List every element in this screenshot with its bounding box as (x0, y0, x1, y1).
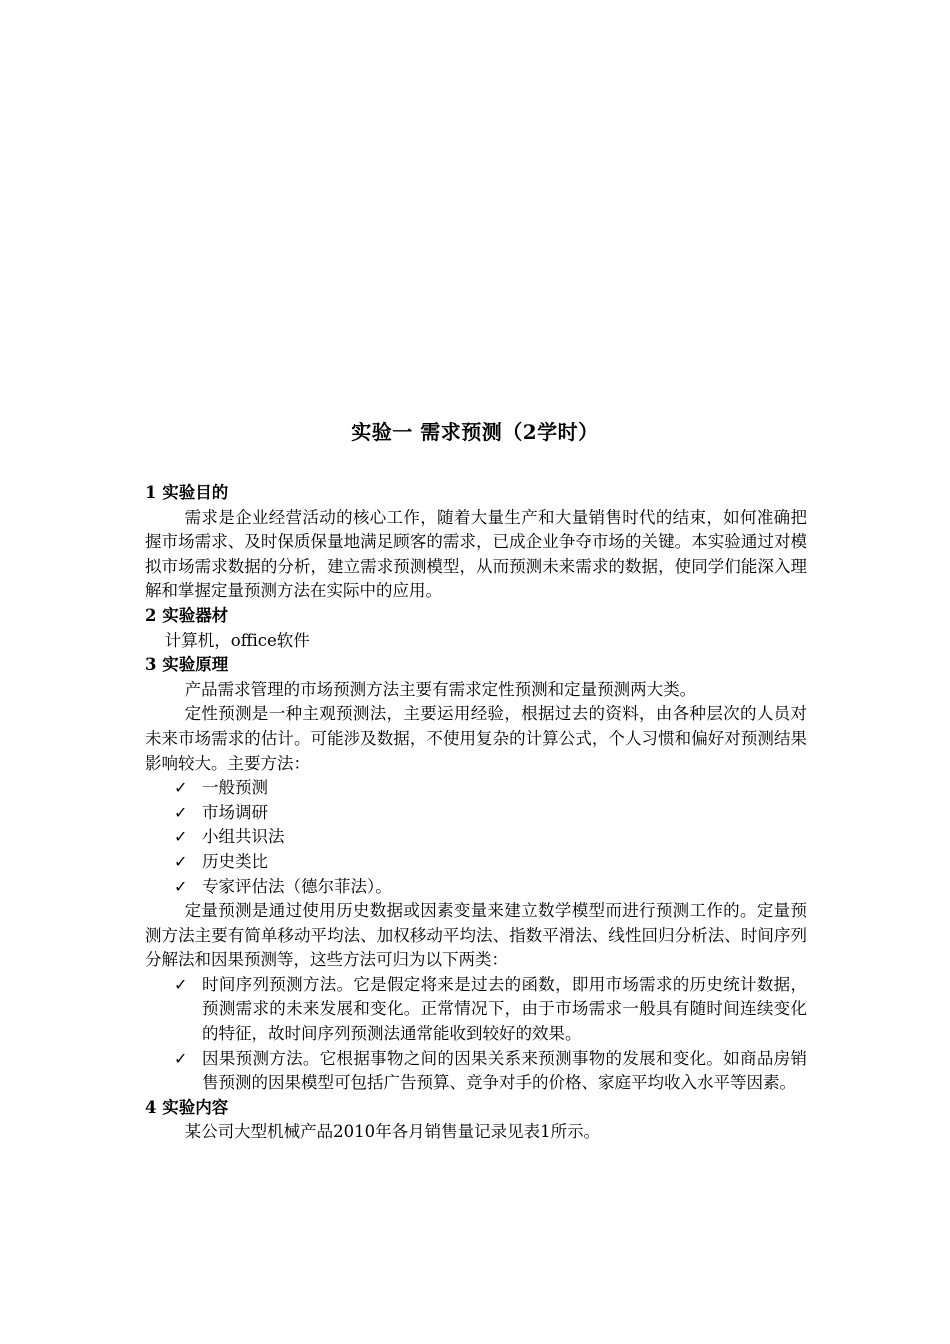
section-heading-content: 4 实验内容 (145, 1097, 229, 1117)
section-heading-purpose: 1 实验目的 (145, 483, 229, 502)
list-item (145, 973, 807, 1047)
check-icon: ✓ (174, 802, 188, 822)
equipment-text: 计算机，office软件 (164, 630, 310, 650)
section-heading-principle: 3 实验原理 (145, 655, 229, 675)
content-paragraph: 某公司大型机械产品2010年各月销售量记录见表1所示。 (184, 1122, 601, 1142)
document-body (145, 481, 807, 1145)
list-item (145, 776, 807, 801)
list-item-text: 历史类比 (202, 851, 268, 871)
principle-paragraph-2: 定性预测是一种主观预测法，主要运用经验，根据过去的资料，由各种层次的人员对未来市场需求的估计。可能涉及数据，不使用复杂的计算公式，个人习惯和偏好对预测结果影响较大。主要方法： (145, 704, 807, 773)
purpose-paragraph: 需求是企业经营活动的核心工作，随着大量生产和大量销售时代的结束，如何准确把握市场需求、及时保质保量地满足顾客的需求，已成企业争夺市场的关键。本实验通过对模拟市场需求数据的分析，建立需求预测模型，从而预测未来需求的数据，使同学们能深入理解和掌握定量预测方法在实际中的应用。 (145, 507, 807, 601)
list-item-text: 市场调研 (202, 802, 268, 822)
list-item-text: 时间序列预测方法。它是假定将来是过去的函数，即用市场需求的历史统计数据，预测需求的未来发展和变化。正常情况下，由于市场需求一般具有随时间连续变化的特征，故时间序列预测法通常能收到较好的效果。 (202, 974, 807, 1044)
quantitative-types-list (145, 973, 807, 1096)
list-item (145, 850, 807, 875)
check-icon: ✓ (174, 1048, 188, 1068)
principle-paragraph-3: 定量预测是通过使用历史数据或因素变量来建立数学模型而进行预测工作的。定量预测方法主要有简单移动平均法、加权移动平均法、指数平滑法、线性回归分析法、时间序列分解法和因果预测等，这些方法可归为以下两类： (145, 901, 807, 970)
list-item (145, 875, 807, 900)
list-item (145, 801, 807, 826)
document-title: 实验一 需求预测（2学时） (351, 420, 599, 444)
check-icon: ✓ (174, 876, 188, 896)
list-item-text: 小组共识法 (202, 827, 285, 847)
check-icon: ✓ (174, 851, 188, 871)
list-item (145, 1047, 807, 1096)
check-icon: ✓ (174, 778, 188, 798)
list-item (145, 825, 807, 850)
qualitative-methods-list (145, 776, 807, 899)
list-item-text: 一般预测 (202, 778, 268, 798)
check-icon: ✓ (174, 827, 188, 847)
list-item-text: 因果预测方法。它根据事物之间的因果关系来预测事物的发展和变化。如商品房销售预测的因果模型可包括广告预算、竞争对手的价格、家庭平均收入水平等因素。 (202, 1048, 807, 1093)
section-heading-equipment: 2 实验器材 (145, 605, 229, 625)
check-icon: ✓ (174, 974, 188, 994)
principle-paragraph-1: 产品需求管理的市场预测方法主要有需求定性预测和定量预测两大类。 (184, 679, 697, 699)
list-item-text: 专家评估法（德尔菲法）。 (202, 876, 392, 896)
